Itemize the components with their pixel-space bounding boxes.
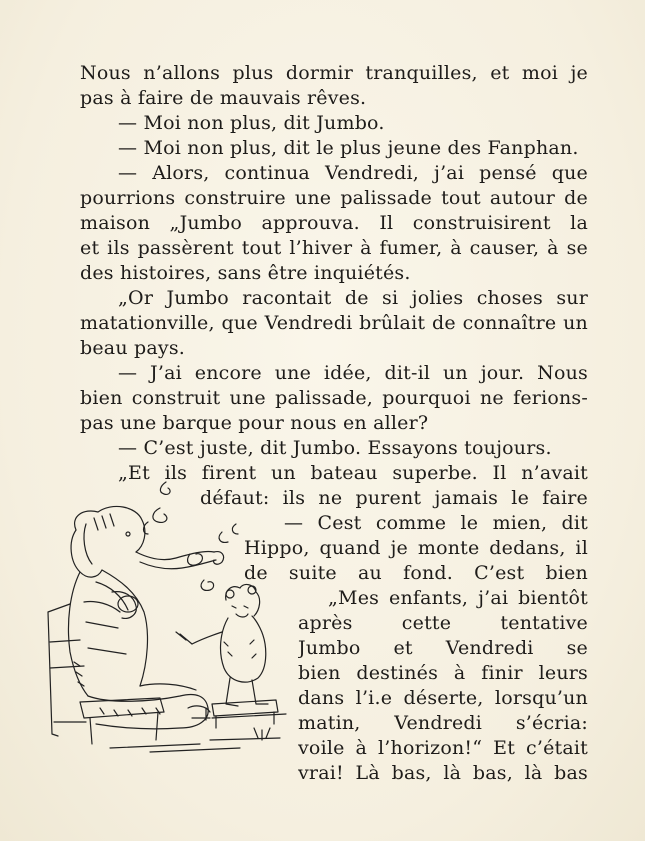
text-line: — Moi non plus, dit le plus jeune des Fanphan. — [118, 137, 579, 159]
stool-drawing — [206, 700, 286, 728]
text-line: après cette tentative — [298, 612, 588, 634]
text-line: vrai! Là bas, là bas, là bas — [298, 762, 588, 784]
text-line: — Cest comme le mien, dit — [284, 512, 588, 534]
text-line: „Or Jumbo racontait de si jolies choses sur — [118, 287, 588, 309]
text-line: — Moi non plus, dit Jumbo. — [118, 112, 385, 134]
text-line: voile à l’horizon!“ Et c’était — [298, 737, 588, 759]
text-line: dans l’i.e déserte, lorsqu’un — [298, 687, 588, 709]
text-line: Nous n’allons plus dormir tranquilles, et moi je — [80, 62, 588, 84]
text-line: Hippo, quand je monte dedans, il — [244, 537, 588, 559]
text-line: maison „Jumbo approuva. Il construisirent la — [80, 212, 588, 234]
text-line: bien destinés à finir leurs — [298, 662, 588, 684]
text-line: pourrions construire une palissade tout autour de — [80, 187, 588, 209]
text-line: beau pays. — [80, 337, 186, 359]
text-line: et ils passèrent tout l’hiver à fumer, à causer, à se — [80, 237, 588, 259]
text-line: défaut: ils ne purent jamais le faire — [200, 487, 588, 509]
text-line: bien construit une palissade, pourquoi ne ferions- — [80, 387, 588, 409]
elephant-and-bear-illustration — [40, 472, 292, 762]
smoke-drawing — [144, 482, 239, 590]
text-line: pas une barque pour nous en aller? — [80, 412, 429, 434]
text-line: — C’est juste, dit Jumbo. Essayons toujours. — [118, 437, 552, 459]
text-line: pas à faire de mauvais rêves. — [80, 87, 367, 109]
text-line: de suite au fond. C’est bien — [244, 562, 588, 584]
text-line: — J’ai encore une idée, dit-il un jour. Nous — [118, 362, 588, 384]
text-line: matin, Vendredi s’écria: — [298, 712, 588, 734]
text-line: matationville, que Vendredi brûlait de connaître un — [80, 312, 588, 334]
ground-drawing — [110, 728, 280, 752]
text-line: — Alors, continua Vendredi, j’ai pensé que — [118, 162, 588, 184]
elephant-drawing — [68, 506, 223, 728]
text-line: „Mes enfants, j’ai bientôt — [328, 587, 588, 609]
text-line: Jumbo et Vendredi se — [298, 637, 588, 659]
text-line: des histoires, sans être inquiétés. — [80, 262, 411, 284]
text-line: „Et ils firent un bateau superbe. Il n’avait — [118, 462, 588, 484]
